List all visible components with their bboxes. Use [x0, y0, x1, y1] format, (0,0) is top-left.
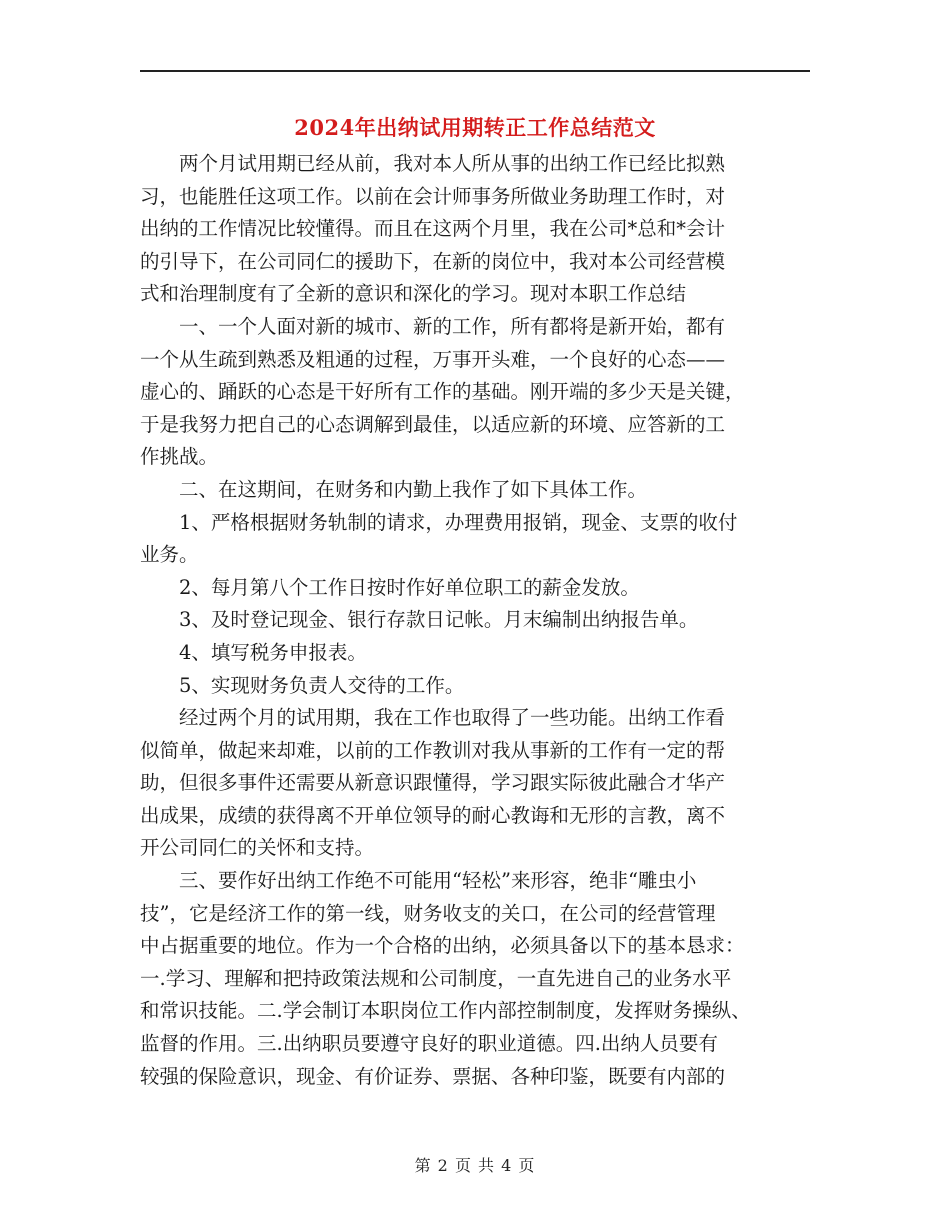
- header-rule: [140, 70, 810, 72]
- body-line: 中占据重要的地位。作为一个合格的出纳，必须具备以下的基本恳求：: [140, 934, 745, 958]
- page-footer: 第 2 页 共 4 页: [414, 1156, 536, 1175]
- body-line: 经过两个月的试用期，我在工作也取得了一些功能。出纳工作看: [140, 706, 726, 730]
- body-line: 习，也能胜任这项工作。以前在会计师事务所做业务助理工作时，对: [140, 184, 726, 208]
- body-line: 业务。: [140, 543, 199, 567]
- body-line: 监督的作用。三.出纳职员要遵守良好的职业道德。四.出纳人员要有: [140, 1032, 718, 1056]
- body-line: 技”，它是经济工作的第一线，财务收支的关口，在公司的经营管理: [140, 901, 716, 925]
- body-line: 和常识技能。二.学会制订本职岗位工作内部控制制度，发挥财务操纵、: [140, 999, 751, 1023]
- body-line: 式和治理制度有了全新的意识和深化的学习。现对本职工作总结: [140, 282, 687, 306]
- body-line: 二、在这期间，在财务和内勤上我作了如下具体工作。: [140, 477, 648, 501]
- body-line: 作挑战。: [140, 445, 219, 469]
- body-line: 两个月试用期已经从前，我对本人所从事的出纳工作已经比拟熟: [140, 152, 726, 175]
- document-body: [140, 148, 812, 1093]
- body-line: 2、每月第八个工作日按时作好单位职工的薪金发放。: [140, 575, 640, 599]
- body-line: 似简单，做起来却难，以前的工作教训对我从事新的工作有一定的帮: [140, 738, 726, 762]
- body-line: 的引导下，在公司同仁的援助下，在新的岗位中，我对本公司经营模: [140, 249, 726, 273]
- document-title: 2024年出纳试用期转正工作总结范文: [294, 115, 656, 140]
- body-line: 开公司同仁的关怀和支持。: [140, 836, 375, 860]
- body-line: 于是我努力把自己的心态调解到最佳，以适应新的环境、应答新的工: [140, 412, 726, 436]
- body-line: 一个从生疏到熟悉及粗通的过程，万事开头难，一个良好的心态——: [140, 347, 726, 371]
- body-line: 助，但很多事件还需要从新意识跟懂得，学习跟实际彼此融合才华产: [140, 771, 726, 795]
- body-line: 4、填写税务申报表。: [140, 640, 367, 664]
- body-line: 1、严格根据财务轨制的请求，办理费用报销，现金、支票的收付: [140, 510, 738, 534]
- body-line: 5、实现财务负责人交待的工作。: [140, 673, 465, 697]
- body-line: 一.学习、理解和把持政策法规和公司制度，一直先进自己的业务水平: [140, 966, 732, 990]
- body-line: 三、要作好出纳工作绝不可能用“轻松”来形容，绝非“雕虫小: [140, 869, 697, 893]
- body-line: 虚心的、踊跃的心态是干好所有工作的基础。刚开端的多少天是关键，: [140, 380, 745, 404]
- body-line: 较强的保险意识，现金、有价证券、票据、各种印鉴，既要有内部的: [140, 1064, 726, 1088]
- body-line: 出纳的工作情况比较懂得。而且在这两个月里，我在公司*总和*会计: [140, 217, 726, 241]
- body-line: 一、一个人面对新的城市、新的工作，所有都将是新开始，都有: [140, 314, 726, 338]
- body-line: 出成果，成绩的获得离不开单位领导的耐心教诲和无形的言教，离不: [140, 803, 726, 827]
- body-line: 3、及时登记现金、银行存款日记帐。月末编制出纳报告单。: [140, 608, 699, 632]
